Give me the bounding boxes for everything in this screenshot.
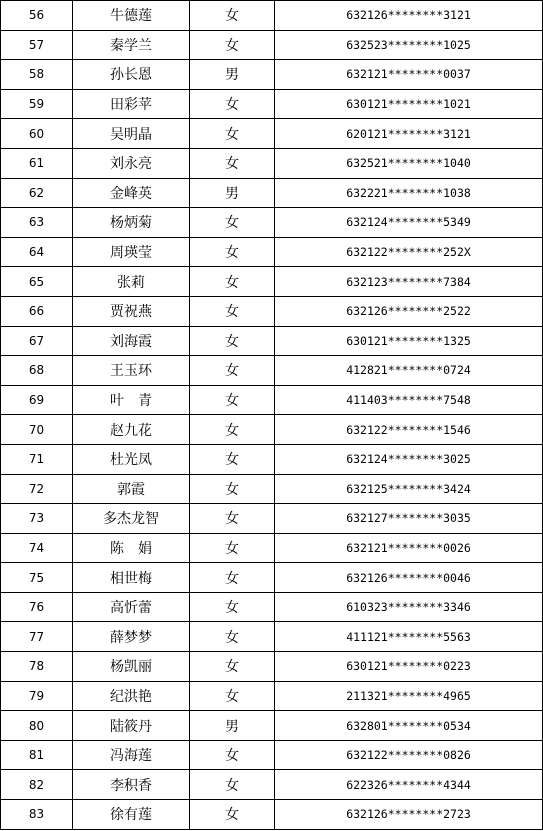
table-row xyxy=(1,800,543,830)
gender-cell: 女 xyxy=(190,681,275,711)
name-cell: 陆筱丹 xyxy=(73,711,190,741)
table-row xyxy=(1,563,543,593)
roster-table-body xyxy=(1,1,543,830)
id-number-cell: 632121********0026 xyxy=(275,533,543,563)
table-row xyxy=(1,267,543,297)
name-cell: 李积香 xyxy=(73,770,190,800)
id-number-cell: 610323********3346 xyxy=(275,592,543,622)
name-cell: 郭霞 xyxy=(73,474,190,504)
row-number-cell: 59 xyxy=(1,89,73,119)
row-number-cell: 81 xyxy=(1,740,73,770)
table-row xyxy=(1,208,543,238)
name-cell: 孙长恩 xyxy=(73,60,190,90)
table-row xyxy=(1,237,543,267)
id-number-cell: 622326********4344 xyxy=(275,770,543,800)
gender-cell: 女 xyxy=(190,444,275,474)
gender-cell: 女 xyxy=(190,415,275,445)
name-cell: 吴明晶 xyxy=(73,119,190,149)
table-row xyxy=(1,415,543,445)
id-number-cell: 632126********0046 xyxy=(275,563,543,593)
gender-cell: 女 xyxy=(190,800,275,830)
table-row xyxy=(1,89,543,119)
id-number-cell: 632122********252X xyxy=(275,237,543,267)
name-cell: 杜光凤 xyxy=(73,444,190,474)
gender-cell: 女 xyxy=(190,563,275,593)
gender-cell: 女 xyxy=(190,385,275,415)
id-number-cell: 632127********3035 xyxy=(275,504,543,534)
row-number-cell: 79 xyxy=(1,681,73,711)
row-number-cell: 62 xyxy=(1,178,73,208)
name-cell: 相世梅 xyxy=(73,563,190,593)
gender-cell: 女 xyxy=(190,326,275,356)
row-number-cell: 67 xyxy=(1,326,73,356)
table-row xyxy=(1,504,543,534)
row-number-cell: 57 xyxy=(1,30,73,60)
table-row xyxy=(1,385,543,415)
gender-cell: 女 xyxy=(190,533,275,563)
gender-cell: 男 xyxy=(190,60,275,90)
table-row xyxy=(1,326,543,356)
name-cell: 周瑛莹 xyxy=(73,237,190,267)
table-row xyxy=(1,652,543,682)
id-number-cell: 632801********0534 xyxy=(275,711,543,741)
name-cell: 冯海莲 xyxy=(73,740,190,770)
gender-cell: 女 xyxy=(190,770,275,800)
row-number-cell: 70 xyxy=(1,415,73,445)
id-number-cell: 632523********1025 xyxy=(275,30,543,60)
gender-cell: 女 xyxy=(190,89,275,119)
table-row xyxy=(1,30,543,60)
gender-cell: 女 xyxy=(190,356,275,386)
id-number-cell: 411121********5563 xyxy=(275,622,543,652)
row-number-cell: 64 xyxy=(1,237,73,267)
gender-cell: 女 xyxy=(190,296,275,326)
table-row xyxy=(1,711,543,741)
row-number-cell: 58 xyxy=(1,60,73,90)
row-number-cell: 56 xyxy=(1,1,73,31)
row-number-cell: 69 xyxy=(1,385,73,415)
table-row xyxy=(1,592,543,622)
table-row xyxy=(1,681,543,711)
id-number-cell: 632521********1040 xyxy=(275,148,543,178)
id-number-cell: 632126********2522 xyxy=(275,296,543,326)
name-cell: 徐有莲 xyxy=(73,800,190,830)
id-number-cell: 632125********3424 xyxy=(275,474,543,504)
id-number-cell: 632122********1546 xyxy=(275,415,543,445)
name-cell: 杨凯丽 xyxy=(73,652,190,682)
name-cell: 薛梦梦 xyxy=(73,622,190,652)
id-number-cell: 630121********1021 xyxy=(275,89,543,119)
name-cell: 王玉环 xyxy=(73,356,190,386)
row-number-cell: 75 xyxy=(1,563,73,593)
table-row xyxy=(1,622,543,652)
name-cell: 秦学兰 xyxy=(73,30,190,60)
row-number-cell: 77 xyxy=(1,622,73,652)
name-cell: 贾祝燕 xyxy=(73,296,190,326)
table-row xyxy=(1,1,543,31)
name-cell: 叶 青 xyxy=(73,385,190,415)
row-number-cell: 66 xyxy=(1,296,73,326)
table-row xyxy=(1,770,543,800)
gender-cell: 女 xyxy=(190,1,275,31)
row-number-cell: 65 xyxy=(1,267,73,297)
row-number-cell: 78 xyxy=(1,652,73,682)
name-cell: 杨炳菊 xyxy=(73,208,190,238)
name-cell: 高忻蕾 xyxy=(73,592,190,622)
id-number-cell: 630121********1325 xyxy=(275,326,543,356)
gender-cell: 女 xyxy=(190,267,275,297)
row-number-cell: 71 xyxy=(1,444,73,474)
name-cell: 刘永亮 xyxy=(73,148,190,178)
id-number-cell: 632221********1038 xyxy=(275,178,543,208)
name-cell: 牛德莲 xyxy=(73,1,190,31)
gender-cell: 女 xyxy=(190,652,275,682)
table-row xyxy=(1,444,543,474)
name-cell: 陈 娟 xyxy=(73,533,190,563)
id-number-cell: 412821********0724 xyxy=(275,356,543,386)
name-cell: 张莉 xyxy=(73,267,190,297)
name-cell: 多杰龙智 xyxy=(73,504,190,534)
gender-cell: 女 xyxy=(190,622,275,652)
id-number-cell: 620121********3121 xyxy=(275,119,543,149)
table-row xyxy=(1,474,543,504)
table-row xyxy=(1,533,543,563)
id-number-cell: 411403********7548 xyxy=(275,385,543,415)
row-number-cell: 74 xyxy=(1,533,73,563)
gender-cell: 女 xyxy=(190,30,275,60)
gender-cell: 女 xyxy=(190,592,275,622)
row-number-cell: 61 xyxy=(1,148,73,178)
id-number-cell: 632124********5349 xyxy=(275,208,543,238)
id-number-cell: 632121********0037 xyxy=(275,60,543,90)
table-row xyxy=(1,296,543,326)
row-number-cell: 68 xyxy=(1,356,73,386)
name-cell: 田彩苹 xyxy=(73,89,190,119)
table-row xyxy=(1,178,543,208)
row-number-cell: 60 xyxy=(1,119,73,149)
gender-cell: 男 xyxy=(190,711,275,741)
row-number-cell: 72 xyxy=(1,474,73,504)
table-row xyxy=(1,148,543,178)
gender-cell: 女 xyxy=(190,237,275,267)
id-number-cell: 632126********2723 xyxy=(275,800,543,830)
id-number-cell: 211321********4965 xyxy=(275,681,543,711)
row-number-cell: 83 xyxy=(1,800,73,830)
name-cell: 刘海霞 xyxy=(73,326,190,356)
table-row xyxy=(1,740,543,770)
row-number-cell: 63 xyxy=(1,208,73,238)
row-number-cell: 76 xyxy=(1,592,73,622)
table-row xyxy=(1,356,543,386)
name-cell: 纪洪艳 xyxy=(73,681,190,711)
id-number-cell: 632124********3025 xyxy=(275,444,543,474)
name-cell: 金峰英 xyxy=(73,178,190,208)
row-number-cell: 73 xyxy=(1,504,73,534)
name-cell: 赵九花 xyxy=(73,415,190,445)
table-row xyxy=(1,60,543,90)
id-number-cell: 630121********0223 xyxy=(275,652,543,682)
id-number-cell: 632123********7384 xyxy=(275,267,543,297)
gender-cell: 女 xyxy=(190,208,275,238)
gender-cell: 女 xyxy=(190,148,275,178)
id-number-cell: 632126********3121 xyxy=(275,1,543,31)
row-number-cell: 80 xyxy=(1,711,73,741)
gender-cell: 男 xyxy=(190,178,275,208)
table-row xyxy=(1,119,543,149)
gender-cell: 女 xyxy=(190,504,275,534)
gender-cell: 女 xyxy=(190,474,275,504)
row-number-cell: 82 xyxy=(1,770,73,800)
gender-cell: 女 xyxy=(190,740,275,770)
gender-cell: 女 xyxy=(190,119,275,149)
id-number-cell: 632122********0826 xyxy=(275,740,543,770)
